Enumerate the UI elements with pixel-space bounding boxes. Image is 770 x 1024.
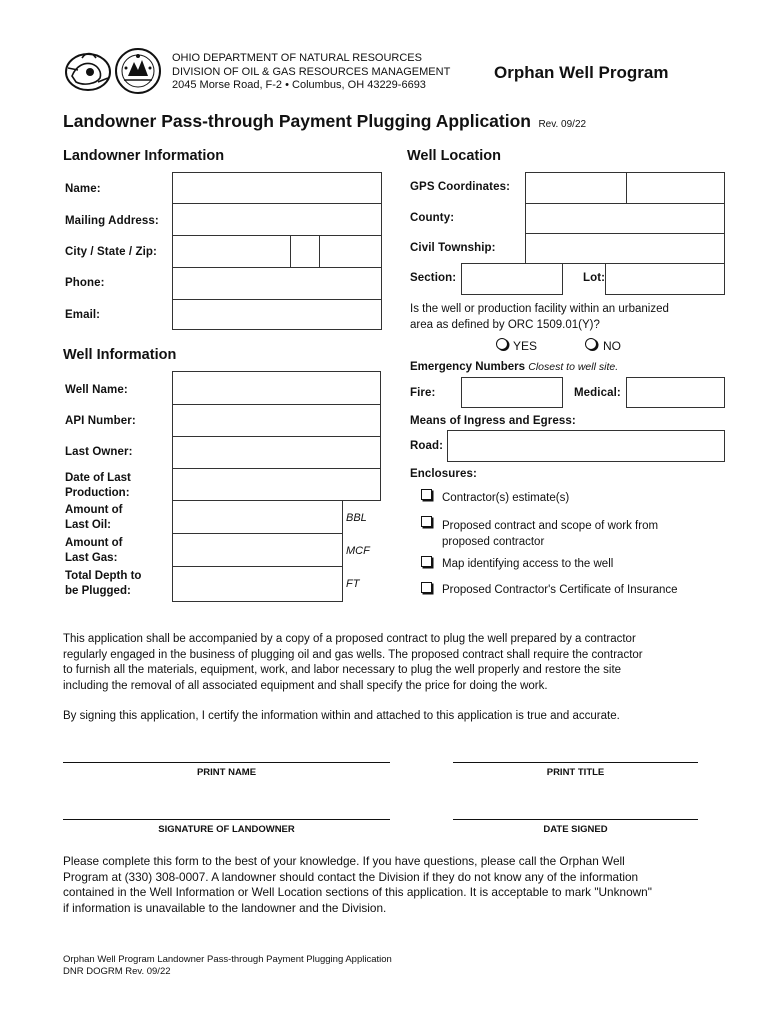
- last-oil-field[interactable]: [172, 500, 343, 534]
- zip-field[interactable]: [319, 235, 382, 268]
- last-owner-label: Last Owner:: [65, 446, 133, 458]
- emergency-numbers-text: Emergency Numbers: [410, 361, 526, 373]
- lot-label: Lot:: [583, 272, 606, 284]
- enclosure-insurance-checkbox[interactable]: [421, 582, 432, 593]
- depth-label-line1: Total Depth to: [65, 570, 142, 582]
- department-address: 2045 Morse Road, F-2 • Columbus, OH 43229-6693: [172, 79, 426, 91]
- county-label: County:: [410, 212, 455, 224]
- odnr-logo: [62, 48, 114, 94]
- fire-label: Fire:: [410, 387, 436, 399]
- last-gas-field[interactable]: [172, 533, 343, 567]
- landowner-section-heading: Landowner Information: [63, 148, 225, 164]
- contact-notice-line4: if information is unavailable to the landowner and the Division.: [63, 900, 387, 915]
- medical-field[interactable]: [626, 377, 725, 408]
- township-field[interactable]: [525, 233, 725, 264]
- urbanized-yes-radio[interactable]: [496, 338, 508, 350]
- last-production-label-line1: Date of Last: [65, 472, 131, 484]
- api-number-label: API Number:: [65, 415, 136, 427]
- urbanized-question-line2: area as defined by ORC 1509.01(Y)?: [410, 318, 600, 331]
- last-oil-label-line2: Last Oil:: [65, 519, 112, 531]
- last-production-label: [65, 471, 131, 501]
- requirements-line2: regularly engaged in the business of plugging oil and gas wells. The proposed contract shall require the contractor: [63, 648, 643, 661]
- enclosure-estimate-label: Contractor(s) estimate(s): [442, 492, 570, 504]
- requirements-line4: including the removal of all associated equipment and shall specify the price for doing the work.: [63, 679, 548, 692]
- date-signed-caption: DATE SIGNED: [543, 824, 608, 835]
- last-gas-label: [65, 536, 122, 566]
- phone-field[interactable]: [172, 267, 382, 300]
- section-label: Section:: [410, 272, 457, 284]
- footer-line2: DNR DOGRM Rev. 09/22: [63, 966, 171, 977]
- mailing-address-field[interactable]: [172, 203, 382, 236]
- well-name-label: Well Name:: [65, 384, 128, 396]
- city-field[interactable]: [172, 235, 291, 268]
- last-owner-field[interactable]: [172, 436, 381, 469]
- email-label: Email:: [65, 309, 101, 321]
- signature-caption: SIGNATURE OF LANDOWNER: [158, 824, 295, 835]
- depth-unit: FT: [346, 578, 360, 590]
- email-field[interactable]: [172, 299, 382, 330]
- enclosure-map-label: Map identifying access to the well: [442, 558, 614, 570]
- requirements-line3: to furnish all the materials, equipment, work, and labor necessary to plug the well properly and restore the site: [63, 664, 622, 676]
- gps-latitude-field[interactable]: [525, 172, 627, 204]
- enclosure-contract-label-line1: Proposed contract and scope of work from: [442, 520, 659, 532]
- well-location-section-heading: Well Location: [407, 148, 501, 164]
- emergency-note: Closest to well site.: [528, 361, 619, 373]
- footer-line1: Orphan Well Program Landowner Pass-through Payment Plugging Application: [63, 954, 392, 965]
- title-text: Landowner Pass-through Payment Plugging Application: [63, 111, 531, 131]
- api-number-field[interactable]: [172, 404, 381, 437]
- requirements-paragraph: [63, 632, 643, 694]
- ingress-label: Means of Ingress and Egress:: [410, 415, 576, 427]
- ohio-seal-logo: [114, 46, 162, 96]
- contact-notice-line2: Program at (330) 308-0007. A landowner should contact the Division if they do not know any of the information: [63, 869, 639, 884]
- enclosure-contract-checkbox[interactable]: [421, 516, 432, 527]
- oil-unit: BBL: [346, 512, 367, 524]
- last-oil-label: [65, 503, 122, 533]
- enclosure-estimate-checkbox[interactable]: [421, 489, 432, 500]
- footer: [63, 954, 392, 978]
- city-state-zip-label: City / State / Zip:: [65, 246, 157, 258]
- no-label: NO: [603, 339, 621, 353]
- page-title: [63, 111, 586, 132]
- medical-label: Medical:: [574, 387, 621, 399]
- name-field[interactable]: [172, 172, 382, 204]
- lot-field[interactable]: [605, 263, 725, 295]
- last-oil-label-line1: Amount of: [65, 504, 123, 516]
- fire-field[interactable]: [461, 377, 563, 408]
- state-field[interactable]: [290, 235, 320, 268]
- title-revision: Rev. 09/22: [538, 119, 587, 130]
- print-title-line[interactable]: [453, 762, 698, 763]
- emergency-heading: [410, 361, 618, 373]
- road-field[interactable]: [447, 430, 725, 462]
- contact-notice: [63, 854, 652, 916]
- last-gas-label-line2: Last Gas:: [65, 552, 118, 564]
- well-info-section-heading: Well Information: [63, 347, 177, 363]
- division-name: DIVISION OF OIL & GAS RESOURCES MANAGEMENT: [172, 66, 451, 78]
- gps-label: GPS Coordinates:: [410, 181, 511, 193]
- print-name-line[interactable]: [63, 762, 390, 763]
- contact-notice-line3: contained in the Well Information or Well Location sections of this application. It is acceptable to mark "Unknown": [63, 885, 652, 899]
- enclosure-contract-label-line2: proposed contractor: [442, 536, 545, 548]
- urbanized-question-line1: Is the well or production facility within an urbanized: [410, 303, 669, 315]
- last-gas-label-line1: Amount of: [65, 537, 123, 549]
- urbanized-no-radio[interactable]: [585, 338, 597, 350]
- last-production-field[interactable]: [172, 468, 381, 501]
- well-name-field[interactable]: [172, 371, 381, 405]
- gas-unit: MCF: [346, 545, 370, 557]
- county-field[interactable]: [525, 203, 725, 234]
- enclosure-map-checkbox[interactable]: [421, 556, 432, 567]
- name-label: Name:: [65, 183, 101, 195]
- contact-notice-line1: Please complete this form to the best of your knowledge. If you have questions, please call the Orphan Well: [63, 854, 625, 868]
- print-title-caption: PRINT TITLE: [546, 767, 605, 778]
- signature-line[interactable]: [63, 819, 390, 820]
- enclosure-contract-label: [442, 518, 658, 550]
- last-production-label-line2: Production:: [65, 487, 130, 499]
- department-name: OHIO DEPARTMENT OF NATURAL RESOURCES: [172, 52, 422, 64]
- enclosures-label: Enclosures:: [410, 468, 477, 480]
- enclosure-insurance-label: Proposed Contractor's Certificate of Insurance: [442, 584, 678, 596]
- mailing-address-label: Mailing Address:: [65, 215, 159, 227]
- township-label: Civil Township:: [410, 242, 496, 254]
- date-signed-line[interactable]: [453, 819, 698, 820]
- depth-label: [65, 569, 141, 599]
- urbanized-question: [410, 302, 669, 333]
- yes-label: YES: [513, 339, 538, 353]
- program-name: Orphan Well Program: [494, 63, 669, 82]
- requirements-line1: This application shall be accompanied by a copy of a proposed contract to plug the well prepared by a contractor: [63, 633, 636, 645]
- gps-longitude-field[interactable]: [626, 172, 725, 204]
- depth-field[interactable]: [172, 566, 343, 602]
- depth-label-line2: be Plugged:: [65, 585, 131, 597]
- phone-label: Phone:: [65, 277, 105, 289]
- print-name-caption: PRINT NAME: [196, 767, 257, 778]
- road-label: Road:: [410, 440, 444, 452]
- section-field[interactable]: [461, 263, 563, 295]
- certification-statement: By signing this application, I certify the information within and attached to this application is true and accurate.: [63, 710, 620, 722]
